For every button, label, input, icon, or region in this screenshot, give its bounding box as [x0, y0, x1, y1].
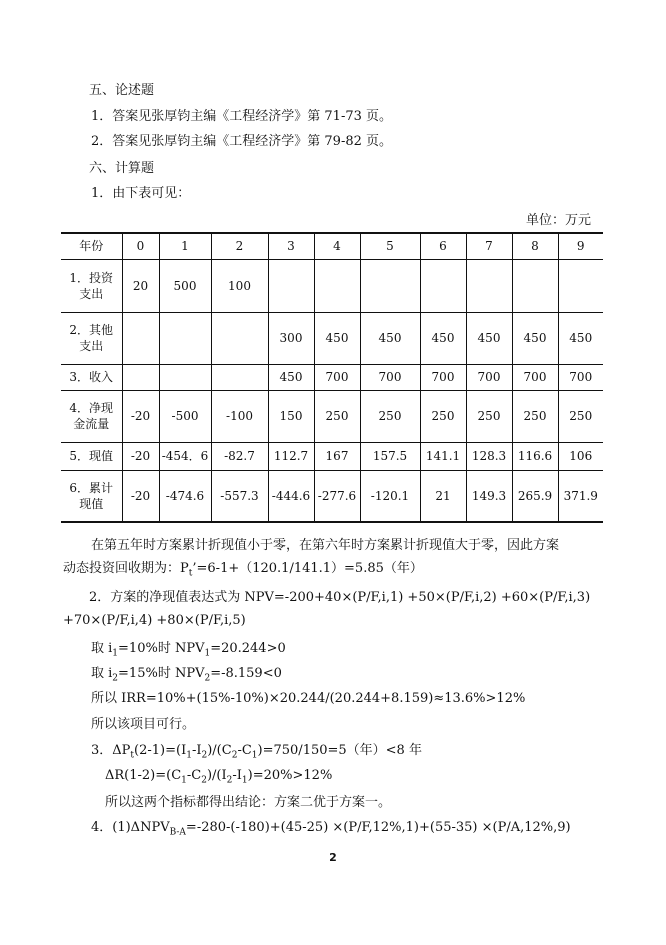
table-cell	[159, 364, 211, 390]
table-cell: -20	[122, 390, 159, 442]
header-cell: 2	[211, 233, 268, 259]
table-cell: 112.7	[268, 442, 314, 470]
npv-expression-line-1: 2．方案的净现值表达式为 NPV=-200+40×(P/F,i,1) +50×(P/F,i,2) +60×(P/F,i,3)	[89, 590, 591, 605]
delta-npv-line: 4．$(1)\Delta NPV_{B-A}=-280-(-180)+(45-25) \times(P/F,12\%,1)+(55-35) \times(P/A,12\%,9)$	[91, 820, 571, 838]
table-cell: 167	[314, 442, 360, 470]
section-6-item-1-intro: 1．由下表可见：	[91, 186, 191, 201]
header-cell: 8	[512, 233, 558, 259]
section-6-heading: 六、计算题	[89, 161, 155, 176]
table-cell: 157.5	[360, 442, 420, 470]
header-cell: 5	[360, 233, 420, 259]
table-cell: 371.9	[558, 470, 603, 522]
table-cell: 700	[360, 364, 420, 390]
header-cell: 0	[122, 233, 159, 259]
page-number: 2	[329, 851, 337, 864]
table-cell: 700	[558, 364, 603, 390]
table-cell	[466, 259, 512, 312]
table-cell	[360, 259, 420, 312]
table-cell	[122, 312, 159, 364]
header-cell: 年份	[61, 233, 122, 259]
unit-label: 单位：万元	[526, 213, 592, 228]
table-cell: 150	[268, 390, 314, 442]
section-5-item-1: 1．答案见张厚钧主编《工程经济学》第 71-73 页。	[91, 109, 393, 124]
table-cell: 450	[268, 364, 314, 390]
header-cell: 7	[466, 233, 512, 259]
header-cell: 1	[159, 233, 211, 259]
table-cell: 250	[360, 390, 420, 442]
table-cell: -20	[122, 470, 159, 522]
table-header-row	[61, 233, 603, 259]
row-label: 4．净现 金流量	[61, 390, 122, 442]
npv-take-1: 取 $i_1=10\%$时 $NPV_1=20.244>0$	[91, 641, 286, 659]
row-label: 2．其他 支出	[61, 312, 122, 364]
return-difference-line: $\Delta R(1-2)=(C_1-C_2)/(I_2-I_1)=20\%>12\%$	[105, 768, 333, 786]
payback-text-line-1: 在第五年时方案累计折现值小于零，在第六年时方案累计折现值大于零，因此方案	[91, 538, 560, 553]
table-cell: -20	[122, 442, 159, 470]
table-row	[61, 442, 603, 470]
table-cell: 700	[420, 364, 466, 390]
table-cell	[122, 364, 159, 390]
npv-expression-line-2: +70×(P/F,i,4) +80×(P/F,i,5)	[63, 613, 246, 628]
table-cell: 450	[420, 312, 466, 364]
table-cell: -500	[159, 390, 211, 442]
table-cell: 450	[558, 312, 603, 364]
table-cell: 250	[420, 390, 466, 442]
table-cell: 450	[314, 312, 360, 364]
table-cell: 116.6	[512, 442, 558, 470]
table-cell	[420, 259, 466, 312]
table-cell: 300	[268, 312, 314, 364]
table-cell: -474.6	[159, 470, 211, 522]
table-cell: 700	[466, 364, 512, 390]
table-cell: -557.3	[211, 470, 268, 522]
row-label: 3．收入	[61, 364, 122, 390]
table-cell: 21	[420, 470, 466, 522]
cash-flow-table	[61, 232, 603, 523]
row-label: 1．投资 支出	[61, 259, 122, 312]
header-cell: 4	[314, 233, 360, 259]
table-cell: 500	[159, 259, 211, 312]
table-cell: 20	[122, 259, 159, 312]
payback-difference-line: 3．$\Delta P_t(2-1)=(I_1-I_2)/(C_2-C_1)=750/150=5$（年）<8 年	[91, 743, 422, 761]
table-cell: 700	[314, 364, 360, 390]
irr-line: 所以 IRR=10%+(15%-10%)×20.244/(20.244+8.159)≈13.6%>12%	[91, 691, 526, 706]
row-label: 5．现值	[61, 442, 122, 470]
table-cell	[211, 364, 268, 390]
table-cell	[558, 259, 603, 312]
section-5-heading: 五、论述题	[89, 83, 155, 98]
table-row	[61, 390, 603, 442]
table-cell: -120.1	[360, 470, 420, 522]
table-cell: 149.3	[466, 470, 512, 522]
table-cell: 250	[466, 390, 512, 442]
table-cell: 450	[360, 312, 420, 364]
table-cell: 250	[558, 390, 603, 442]
table-cell: -277.6	[314, 470, 360, 522]
table-cell: 141.1	[420, 442, 466, 470]
table-cell	[159, 312, 211, 364]
table-cell: 106	[558, 442, 603, 470]
payback-text-line-2: 动态投资回收期为：$P_t’=6-1+(120.1/141.1)=5.85$（年）	[63, 561, 423, 579]
header-cell: 6	[420, 233, 466, 259]
table-cell	[268, 259, 314, 312]
table-cell: -444.6	[268, 470, 314, 522]
table-cell: 250	[512, 390, 558, 442]
table-cell: 700	[512, 364, 558, 390]
table-cell	[512, 259, 558, 312]
npv-conclusion: 所以该项目可行。	[91, 717, 196, 732]
table-cell: 128.3	[466, 442, 512, 470]
table-row	[61, 312, 603, 364]
row-label: 6．累计 现值	[61, 470, 122, 522]
npv-take-2: 取 $i_2=15\%$时 $NPV_2=-8.159<0$	[91, 666, 282, 684]
table-cell: -100	[211, 390, 268, 442]
table-cell: -454．6	[159, 442, 211, 470]
table-cell	[211, 312, 268, 364]
table-row	[61, 259, 603, 312]
header-cell: 3	[268, 233, 314, 259]
table-row	[61, 364, 603, 390]
table-row	[61, 470, 603, 522]
header-cell: 9	[558, 233, 603, 259]
table-cell	[314, 259, 360, 312]
comparison-conclusion: 所以这两个指标都得出结论：方案二优于方案一。	[105, 795, 392, 810]
table-cell: 450	[512, 312, 558, 364]
table-cell: 250	[314, 390, 360, 442]
table-cell: 265.9	[512, 470, 558, 522]
section-5-item-2: 2．答案见张厚钧主编《工程经济学》第 79-82 页。	[91, 134, 393, 149]
table-cell: 100	[211, 259, 268, 312]
table-cell: 450	[466, 312, 512, 364]
table-cell: -82.7	[211, 442, 268, 470]
